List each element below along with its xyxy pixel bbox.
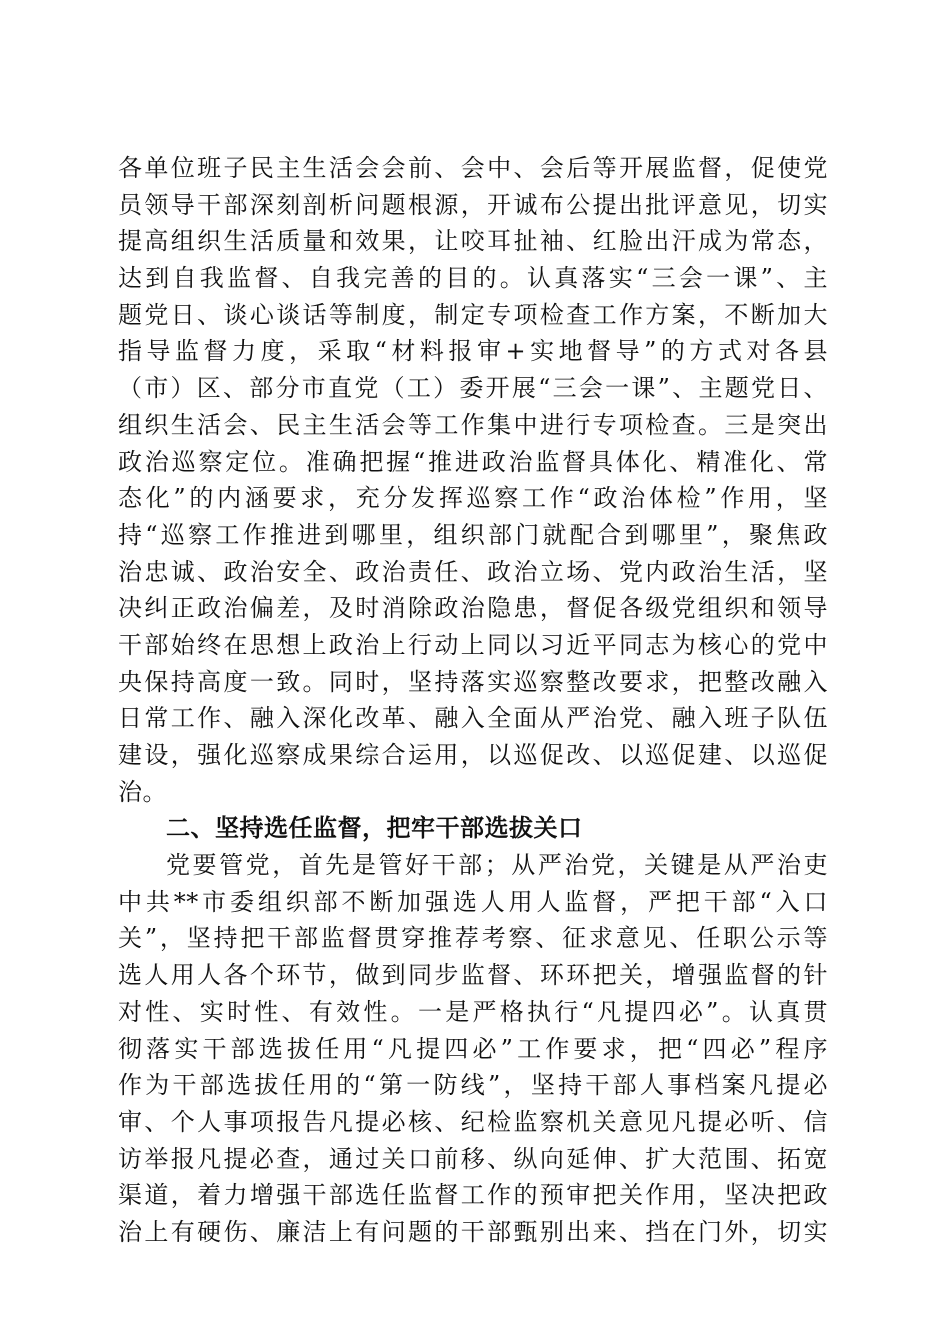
document-body xyxy=(118,150,828,1251)
text-line: 日常工作、融入深化改革、融入全面从严治党、融入班子队伍 xyxy=(118,704,828,733)
text-line: 关”，坚持把干部监督贯穿推荐考察、征求意见、任职公示等 xyxy=(118,924,828,953)
text-line: 彻落实干部选拔任用“凡提四必”工作要求，把“四必”程序 xyxy=(118,1034,828,1063)
text-line: 治忠诚、政治安全、政治责任、政治立场、党内政治生活，坚 xyxy=(118,557,828,586)
text-line: 作为干部选拔任用的“第一防线”，坚持干部人事档案凡提必 xyxy=(118,1071,828,1100)
text-line: 访举报凡提必查，通过关口前移、纵向延伸、扩大范围、拓宽 xyxy=(118,1144,828,1173)
section-heading: 二、坚持选任监督，把牢干部选拔关口 xyxy=(166,814,583,843)
text-line: 渠道，着力增强干部选任监督工作的预审把关作用，坚决把政 xyxy=(118,1181,828,1210)
text-line: 组织生活会、民主生活会等工作集中进行专项检查。三是突出 xyxy=(118,410,828,439)
text-line: 态化”的内涵要求，充分发挥巡察工作“政治体检”作用，坚 xyxy=(118,484,828,513)
text-line: 各单位班子民主生活会会前、会中、会后等开展监督，促使党 xyxy=(118,154,828,182)
text-line: 选人用人各个环节，做到同步监督、环环把关，增强监督的针 xyxy=(118,961,828,990)
text-line: 干部始终在思想上政治上行动上同以习近平同志为核心的党中 xyxy=(118,630,828,659)
text-line: 达到自我监督、自我完善的目的。认真落实“三会一课”、主 xyxy=(118,264,828,293)
text-line: 决纠正政治偏差，及时消除政治隐患，督促各级党组织和领导 xyxy=(118,594,828,623)
text-line: 审、个人事项报告凡提必核、纪检监察机关意见凡提必听、信 xyxy=(118,1107,828,1136)
text-line: 中共**市委组织部不断加强选人用人监督，严把干部“入口 xyxy=(118,887,828,916)
text-line: 持“巡察工作推进到哪里，组织部门就配合到哪里”，聚焦政 xyxy=(118,520,828,549)
text-line: 政治巡察定位。准确把握“推进政治监督具体化、精准化、常 xyxy=(118,447,828,476)
text-line: 题党日、谈心谈话等制度，制定专项检查工作方案，不断加大 xyxy=(118,300,828,329)
text-line: 央保持高度一致。同时，坚持落实巡察整改要求，把整改融入 xyxy=(118,667,828,696)
text-line: 指导监督力度，采取“材料报审+实地督导”的方式对各县 xyxy=(118,337,828,366)
text-line: 员领导干部深刻剖析问题根源，开诚布公提出批评意见，切实 xyxy=(118,190,828,219)
text-line: 治。 xyxy=(118,777,167,806)
text-line: （市）区、部分市直党（工）委开展“三会一课”、主题党日、 xyxy=(118,374,828,403)
text-line: 建设，强化巡察成果综合运用，以巡促改、以巡促建、以巡促 xyxy=(118,741,828,769)
text-line: 对性、实时性、有效性。一是严格执行“凡提四必”。认真贯 xyxy=(118,997,828,1026)
text-line: 党要管党，首先是管好干部；从严治党，关键是从严治吏 xyxy=(166,851,828,880)
text-line: 提高组织生活质量和效果，让咬耳扯袖、红脸出汗成为常态， xyxy=(118,227,828,256)
text-line: 治上有硬伤、廉洁上有问题的干部甄别出来、挡在门外，切实 xyxy=(118,1217,828,1246)
